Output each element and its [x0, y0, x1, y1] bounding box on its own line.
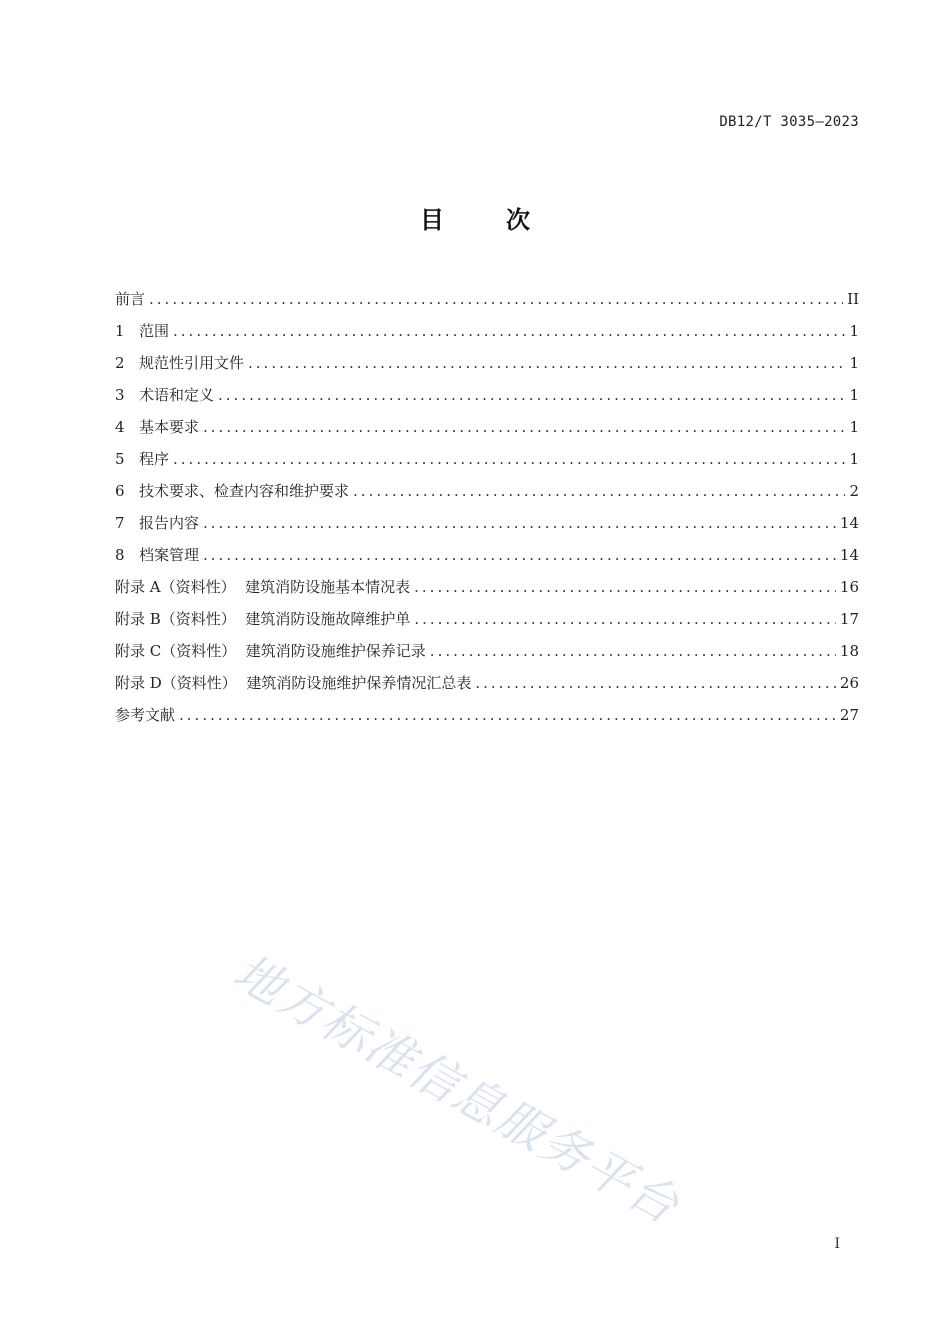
toc-item-label: 前言: [115, 290, 146, 308]
toc-item-basic-requirements[interactable]: [115, 411, 859, 443]
toc-leader-dots: [414, 603, 836, 635]
watermark: 地方标准信息服务平台: [224, 943, 689, 1236]
toc-item-procedure[interactable]: [115, 443, 859, 475]
toc-item-label: 附录 A（资料性） 建筑消防设施基本情况表: [115, 578, 411, 596]
toc-item-scope[interactable]: [115, 315, 859, 347]
toc-item-bibliography[interactable]: [115, 699, 859, 731]
toc-item-label: 附录 B（资料性） 建筑消防设施故障维护单: [115, 610, 411, 628]
toc-item-page: 17: [839, 610, 859, 628]
toc-item-page: 1: [849, 386, 859, 404]
toc-item-label: 术语和定义: [139, 386, 215, 404]
toc-leader-dots: [173, 315, 845, 347]
toc-item-label: 技术要求、检查内容和维护要求: [139, 482, 350, 500]
toc-leader-dots: [179, 699, 836, 731]
toc-leader-dots: [203, 539, 836, 571]
toc-item-label: 范围: [139, 322, 170, 340]
toc-item-appendix-b[interactable]: [115, 603, 859, 635]
toc-item-page: 2: [849, 482, 859, 500]
toc-leader-dots: [149, 283, 843, 315]
toc-item-number: 3: [115, 386, 125, 404]
toc-leader-dots: [430, 635, 836, 667]
toc-leader-dots: [173, 443, 845, 475]
table-of-contents: [115, 283, 859, 731]
toc-item-report-content[interactable]: [115, 507, 859, 539]
toc-item-label: 规范性引用文件: [139, 354, 245, 372]
toc-leader-dots: [414, 571, 836, 603]
document-code: DB12/T 3035—2023: [719, 114, 859, 130]
toc-item-page: 14: [839, 546, 859, 564]
toc-item-number: 4: [115, 418, 125, 436]
toc-item-number: 7: [115, 514, 125, 532]
toc-item-appendix-a[interactable]: [115, 571, 859, 603]
toc-item-label: 附录 C（资料性） 建筑消防设施维护保养记录: [115, 642, 426, 660]
toc-leader-dots: [203, 507, 836, 539]
toc-item-label: 程序: [139, 450, 170, 468]
toc-item-label: 档案管理: [139, 546, 200, 564]
toc-item-archive-management[interactable]: [115, 539, 859, 571]
toc-leader-dots: [353, 475, 845, 507]
toc-item-page: 18: [839, 642, 859, 660]
toc-item-page: 1: [849, 354, 859, 372]
toc-item-label: 参考文献: [115, 706, 176, 724]
toc-leader-dots: [203, 411, 845, 443]
toc-item-label: 报告内容: [139, 514, 200, 532]
toc-item-number: 1: [115, 322, 125, 340]
toc-title: 目次: [420, 206, 592, 234]
toc-item-number: 8: [115, 546, 125, 564]
toc-item-page: 26: [839, 674, 859, 692]
toc-item-page: 1: [849, 322, 859, 340]
toc-item-number: 5: [115, 450, 125, 468]
toc-item-number: 6: [115, 482, 125, 500]
toc-item-foreword[interactable]: [115, 283, 859, 315]
toc-item-appendix-d[interactable]: [115, 667, 859, 699]
toc-item-page: 1: [849, 450, 859, 468]
toc-leader-dots: [218, 379, 845, 411]
toc-item-page: II: [847, 290, 859, 308]
toc-item-page: 1: [849, 418, 859, 436]
toc-leader-dots: [248, 347, 845, 379]
toc-item-number: 2: [115, 354, 125, 372]
toc-item-page: 27: [839, 706, 859, 724]
toc-item-page: 16: [839, 578, 859, 596]
toc-item-appendix-c[interactable]: [115, 635, 859, 667]
toc-leader-dots: [475, 667, 836, 699]
toc-item-label: 基本要求: [139, 418, 200, 436]
toc-item-technical-requirements[interactable]: [115, 475, 859, 507]
page-number: I: [834, 1236, 840, 1252]
toc-item-label: 附录 D（资料性） 建筑消防设施维护保养情况汇总表: [115, 674, 472, 692]
toc-item-normative-references[interactable]: [115, 347, 859, 379]
toc-item-terms-definitions[interactable]: [115, 379, 859, 411]
toc-item-page: 14: [839, 514, 859, 532]
